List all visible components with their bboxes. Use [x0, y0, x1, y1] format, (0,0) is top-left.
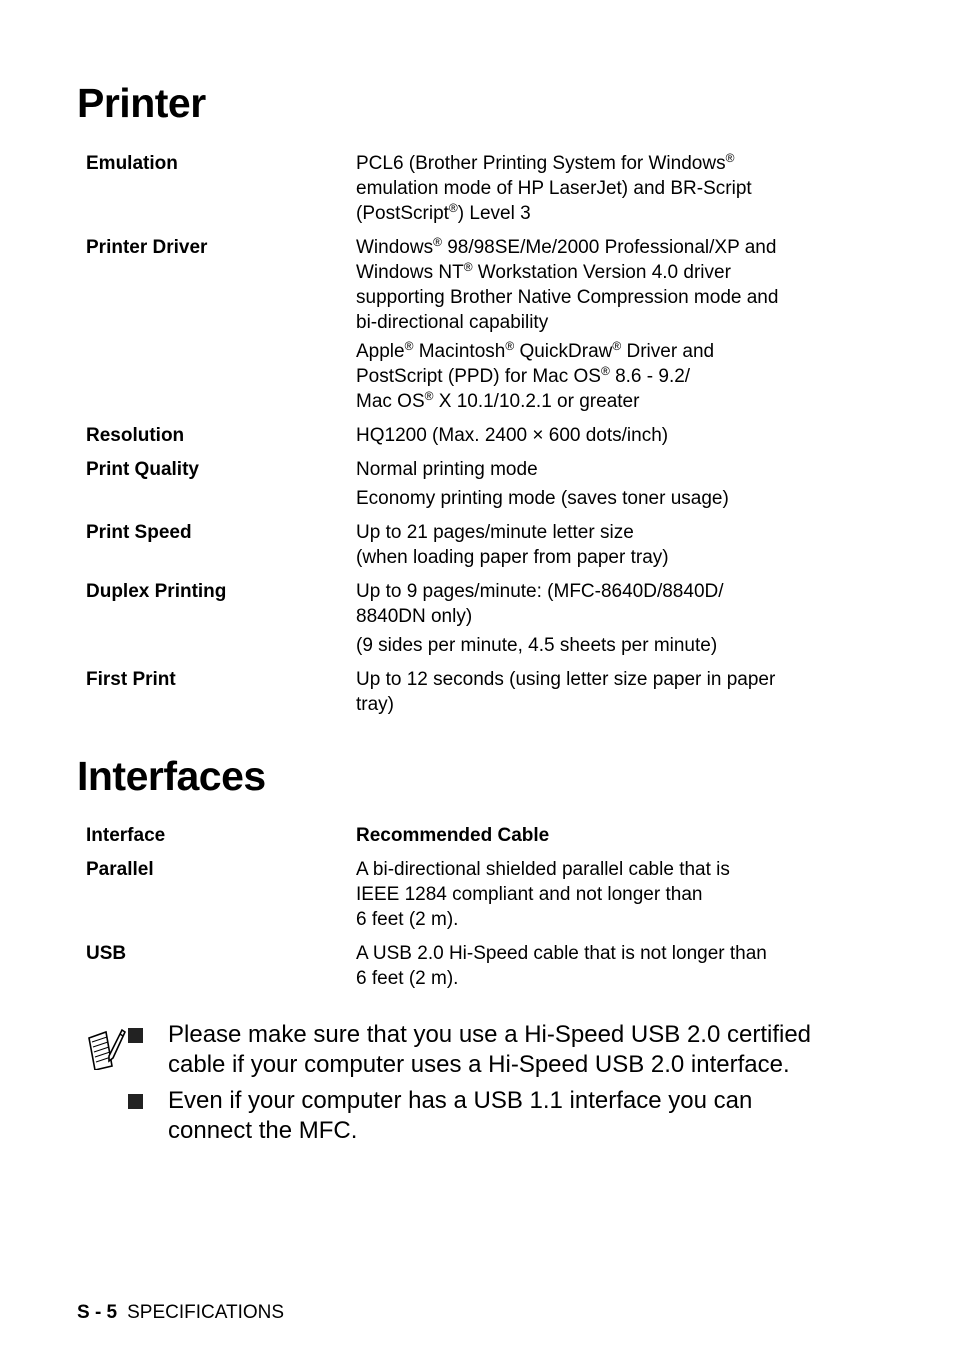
spec-value-line: Up to 21 pages/minute letter size: [356, 522, 634, 543]
printer-heading: Printer: [77, 80, 206, 126]
spec-value-paragraph: [356, 857, 826, 932]
spec-value-paragraph: [356, 339, 826, 414]
spec-value-line: IEEE 1284 compliant and not longer than: [356, 884, 703, 905]
printer-row: [86, 520, 826, 570]
printer-row: [86, 151, 826, 226]
interfaces-heading: Interfaces: [77, 753, 266, 799]
spec-value: [356, 423, 826, 448]
printer-row: [86, 579, 826, 658]
spec-value: [356, 941, 826, 991]
note-line: connect the MFC.: [168, 1117, 358, 1144]
spec-value-paragraph: [356, 520, 826, 570]
printer-row: [86, 667, 826, 717]
interfaces-header-row: [86, 823, 826, 848]
spec-value-line: PostScript (PPD) for Mac OS® 8.6 - 9.2/: [356, 364, 691, 387]
spec-value-paragraph: [356, 486, 826, 511]
spec-value-line: Up to 9 pages/minute: (MFC-8640D/8840D/: [356, 581, 724, 602]
spec-value-line: PCL6 (Brother Printing System for Windows®: [356, 151, 735, 174]
section-name: SPECIFICATIONS: [127, 1302, 285, 1323]
spec-value: [356, 151, 826, 226]
square-bullet-icon: [128, 1028, 143, 1043]
spec-value-line: tray): [356, 694, 394, 715]
spec-value-line: A USB 2.0 Hi-Speed cable that is not longer than: [356, 943, 767, 964]
spec-value-line: (when loading paper from paper tray): [356, 547, 669, 568]
spec-value-paragraph: [356, 151, 826, 226]
spec-value-line: HQ1200 (Max. 2400 × 600 dots/inch): [356, 425, 669, 446]
note-line: Even if your computer has a USB 1.1 interface you can: [168, 1087, 753, 1114]
spec-value-line: Normal printing mode: [356, 459, 538, 480]
spec-value-line: 8840DN only): [356, 606, 473, 627]
spec-label: Duplex Printing: [86, 581, 227, 602]
note-line: cable if your computer uses a Hi-Speed USB 2.0 interface.: [168, 1051, 790, 1078]
spec-label: Print Speed: [86, 522, 192, 543]
spec-value-line: Apple® Macintosh® QuickDraw® Driver and: [356, 339, 715, 362]
interfaces-row: [86, 941, 826, 991]
spec-value-line: (9 sides per minute, 4.5 sheets per minute): [356, 635, 718, 656]
spec-value-line: 6 feet (2 m).: [356, 968, 459, 989]
printer-row: [86, 235, 826, 414]
spec-value-paragraph: [356, 457, 826, 482]
spec-value-line: Up to 12 seconds (using letter size paper in paper: [356, 669, 776, 690]
printer-row: [86, 423, 826, 448]
spec-value-line: Windows NT® Workstation Version 4.0 driver: [356, 260, 731, 283]
spec-value-line: supporting Brother Native Compression mode and: [356, 287, 779, 308]
printer-spec-table: [86, 151, 826, 717]
spec-value-line: (PostScript®) Level 3: [356, 201, 531, 224]
spec-label: Resolution: [86, 425, 185, 446]
page-footer: [77, 1301, 284, 1325]
spec-value: [356, 520, 826, 570]
interfaces-row: [86, 857, 826, 932]
spec-label: Print Quality: [86, 459, 199, 480]
spec-label: USB: [86, 943, 127, 964]
spec-value: [356, 857, 826, 932]
spec-value-paragraph: [356, 423, 826, 448]
interface-column-header: Interface: [86, 825, 166, 846]
spec-value-line: bi-directional capability: [356, 312, 549, 333]
spec-value: [356, 235, 826, 414]
spec-value-line: emulation mode of HP LaserJet) and BR-Script: [356, 178, 752, 199]
spec-value-line: 6 feet (2 m).: [356, 909, 459, 930]
spec-value-line: Windows® 98/98SE/Me/2000 Professional/XP and: [356, 235, 777, 258]
spec-value: [356, 667, 826, 717]
spec-label: Printer Driver: [86, 237, 208, 258]
recommended-cable-column-header: Recommended Cable: [356, 825, 550, 846]
note-line: Please make sure that you use a Hi-Speed USB 2.0 certified: [168, 1021, 812, 1048]
spec-value-line: A bi-directional shielded parallel cable that is: [356, 859, 730, 880]
spec-value-paragraph: [356, 633, 826, 658]
spec-value-line: Economy printing mode (saves toner usage): [356, 488, 729, 509]
spec-label: Parallel: [86, 859, 154, 880]
spec-value-paragraph: [356, 667, 826, 717]
spec-label: First Print: [86, 669, 176, 690]
interfaces-spec-table: [86, 823, 826, 991]
note-pencil-icon: [86, 1026, 126, 1070]
spec-value-paragraph: [356, 579, 826, 629]
spec-value: [356, 579, 826, 658]
spec-value-line: Mac OS® X 10.1/10.2.1 or greater: [356, 389, 640, 412]
spec-value: [356, 457, 826, 511]
spec-label: Emulation: [86, 153, 178, 174]
spec-value-paragraph: [356, 235, 826, 335]
printer-row: [86, 457, 826, 511]
spec-value-paragraph: [356, 941, 826, 991]
page-number: S - 5: [77, 1302, 118, 1323]
square-bullet-icon: [128, 1094, 143, 1109]
